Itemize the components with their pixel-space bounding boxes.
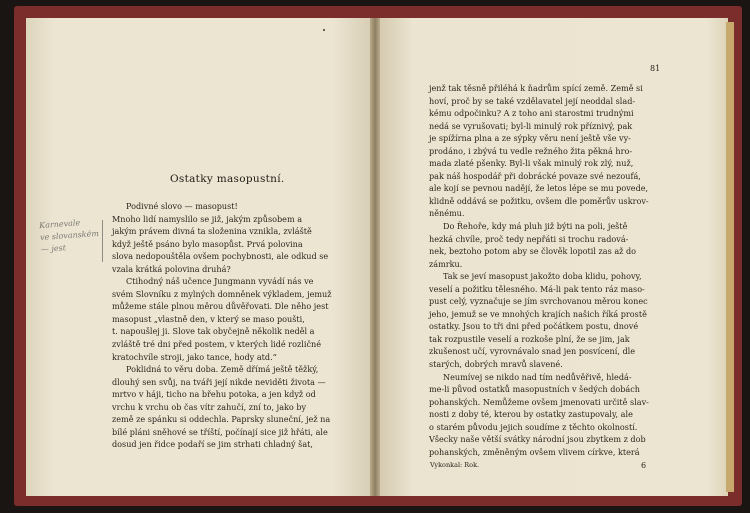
text-line: veselí a požitku tělesného. Má-li pak tento ráz maso- — [429, 283, 645, 294]
book-gutter — [370, 18, 380, 496]
text-line: t. napoušlej ji. Slove tak obyčejně několik neděl a — [112, 326, 315, 337]
text-line: ale kojí se pevnou nadějí, že letos lépe se mu povede, — [429, 183, 649, 194]
text-line: mada zlaté pšenky. Byl-li však minulý rok zlý, nuž, — [429, 158, 634, 169]
handwritten-note — [39, 216, 100, 256]
footer-sheet-number: 6 — [641, 461, 647, 470]
text-line: slova nedopouštěla ovšem pochybnosti, ale odkud se — [112, 251, 329, 262]
text-line: země ze spánku si oddechla. Paprsky sluneční, jež na — [112, 414, 331, 425]
text-line: zkušenost učí, vyrovnávalo snad jen posvícení, dle — [429, 346, 636, 357]
text-line: Všecky naše větší svátky národní jsou zbytkem z dob — [429, 434, 646, 445]
text-line: prodáno, i zbývá tu vedle režného žita pěkná hro- — [429, 145, 633, 156]
text-line: Ctihodný náš učence Jungmann vyvádí nás ve — [126, 276, 314, 287]
text-line: nek, beztoho potom aby se člověk lopotil zas až do — [429, 246, 637, 257]
text-line: Tak se jeví masopust jakožto doba klidu, pohovy, — [443, 271, 642, 282]
text-line: klidně oddává se požitku, ovšem dle poměrův uskrov- — [429, 195, 649, 206]
text-line: něnému. — [429, 208, 465, 219]
page-edges — [726, 22, 734, 492]
text-line: jenž tak těsně přiléhá k ňadrům spící země. Země si — [429, 83, 643, 93]
text-line: mrtvo v háji, ticho na břehu potoka, a jen když od — [112, 389, 316, 400]
text-line: nosti z doby té, kterou by ostatky zastupovaly, ale — [429, 409, 633, 420]
text-line: ostatky. Jsou to tři dni před počátkem postu, dnové — [429, 321, 639, 332]
text-line: bílé pláni sněhové se tříští, počínají sice již hřáti, ale — [112, 426, 328, 437]
ink-dot — [323, 29, 325, 31]
page-number: 81 — [650, 64, 661, 73]
footer-signature: Vykonkal: Rok. — [430, 461, 480, 469]
text-line: pust celý, vyznačuje se jím svrchovanou měrou konec — [429, 296, 648, 307]
text-line: Neumívej se nikdo nad tím nedůvěřivě, hledá- — [443, 371, 632, 382]
text-line: kému odpočinku? A z toho ani starostmi trudnými — [429, 108, 634, 119]
text-line: dosud jen řidce podaří se jim strhati chladný šat, — [112, 439, 313, 450]
text-line: vzala krátká polovina druhá? — [112, 263, 231, 274]
text-line: je spížírna plna a ze sýpky věru není ještě vše vy- — [429, 133, 631, 144]
text-line: — jest — [40, 243, 67, 255]
text-line: jeho, jemuž se ve mnohých krajích našich říká prostě — [429, 308, 647, 319]
text-line: nedá se vyrušovati; byl-li minulý rok příznivý, pak — [429, 120, 633, 131]
text-line: vrchu k vrchu ob čas vítr zahučí, zní to, jako by — [112, 401, 307, 412]
text-line: dlouhý sen svůj, na tváři její nikde neviděti života — — [112, 376, 326, 387]
text-line: Mnoho lidí namyslilo se již, jakým způsobem a — [112, 213, 303, 224]
handwritten-bracket — [102, 220, 109, 262]
left-page-text — [112, 200, 332, 451]
text-line: pak náš hospodář při dobrácké povaze své nezoufá, — [429, 170, 641, 181]
text-line: masopust „vlastně den, v který se maso poušti, — [112, 313, 305, 324]
text-line: Poklidná to věru doba. Země dřímá ještě těžký, — [126, 364, 319, 375]
text-line: zámrku. — [429, 258, 463, 269]
text-line: můžeme stále plnou měrou důvěřovati. Dle něho jest — [112, 301, 329, 312]
text-line: pohanských, změněným ovšem vlivem církve, která — [429, 446, 640, 457]
text-line: Podivné slovo — masopust! — [126, 201, 238, 211]
right-page-text — [429, 82, 649, 458]
text-line: když ještě psáno bylo masopůst. Prvá polovina — [112, 238, 303, 249]
text-line: svém Slovníku z mylných domněnek výkladem, jemuž — [112, 288, 332, 299]
text-line: ve slovanském — [39, 228, 100, 243]
text-line: Do Řehoře, kdy má pluh již býti na poli, ještě — [443, 221, 628, 232]
text-line: hoví, proč by se také vzdělavatel její neoddal slad- — [429, 95, 636, 106]
chapter-title: Ostatky masopustní. — [170, 173, 285, 185]
text-line: tak rozpustile veselí a rozkoše plní, že se jim, jak — [429, 333, 630, 344]
text-line: Karnevale — [38, 218, 81, 231]
text-line: zvláště tré dni před postem, v kterých lidé rozličné — [112, 339, 322, 350]
text-line: pohanských. Nemůžeme ovšem jmenovati určitě slav- — [429, 396, 649, 407]
text-line: jakým právem divná ta složenina vznikla, zvláště — [112, 226, 312, 237]
text-line: kratochvíle stroji, jako tance, hody atd.“ — [112, 351, 277, 362]
text-line: starých, dobrých mravů slavené. — [429, 359, 563, 370]
text-line: me-li původ ostatků masopustních v šedých dobách — [429, 384, 641, 395]
text-line: hezká chvíle, proč tedy nepřáti si trochu radová- — [429, 233, 629, 244]
text-line: o starém původu jejich soudíme z těchto okolností. — [429, 421, 638, 432]
